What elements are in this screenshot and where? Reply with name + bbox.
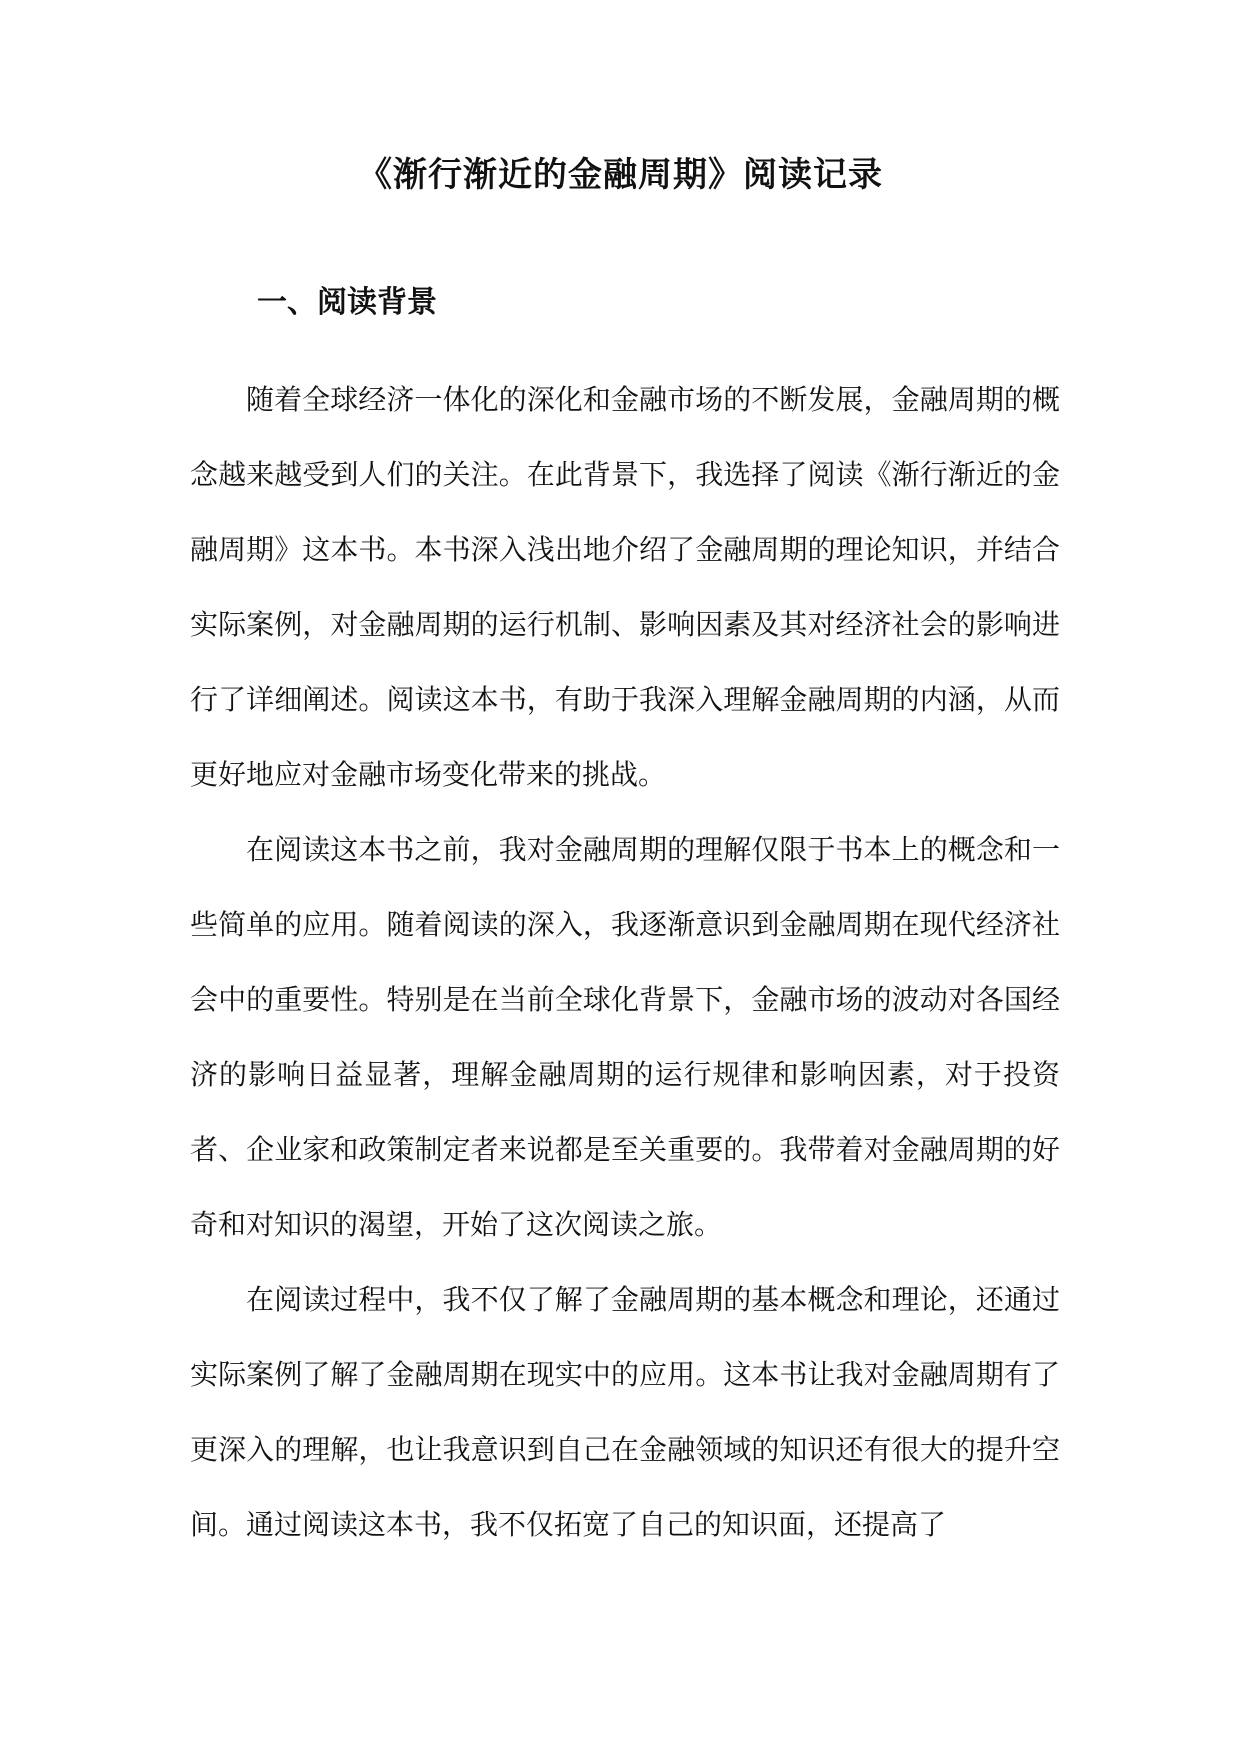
paragraph-1: 随着全球经济一体化的深化和金融市场的不断发展，金融周期的概念越来越受到人们的关注。在此背景下，我选择了阅读《渐行渐近的金融周期》这本书。本书深入浅出地介绍了金融周期的理论知识，并结合实际案例，对金融周期的运行机制、影响因素及其对经济社会的影响进行了详细阐述。阅读这本书，有助于我深入理解金融周期的内涵，从而更好地应对金融市场变化带来的挑战。	[190, 383, 1060, 791]
section-heading-reading-background: 一、阅读背景	[257, 285, 437, 320]
section-body	[190, 362, 1060, 1562]
paragraph-3: 在阅读过程中，我不仅了解了金融周期的基本概念和理论，还通过实际案例了解了金融周期在现实中的应用。这本书让我对金融周期有了更深入的理解，也让我意识到自己在金融领域的知识还有很大的提升空间。通过阅读这本书，我不仅拓宽了自己的知识面，还提高了	[190, 1283, 1060, 1541]
paragraph-2: 在阅读这本书之前，我对金融周期的理解仅限于书本上的概念和一些简单的应用。随着阅读的深入，我逐渐意识到金融周期在现代经济社会中的重要性。特别是在当前全球化背景下，金融市场的波动对各国经济的影响日益显著，理解金融周期的运行规律和影响因素，对于投资者、企业家和政策制定者来说都是至关重要的。我带着对金融周期的好奇和对知识的渴望，开始了这次阅读之旅。	[190, 833, 1060, 1241]
document-title: 《渐行渐近的金融周期》阅读记录	[358, 155, 883, 195]
